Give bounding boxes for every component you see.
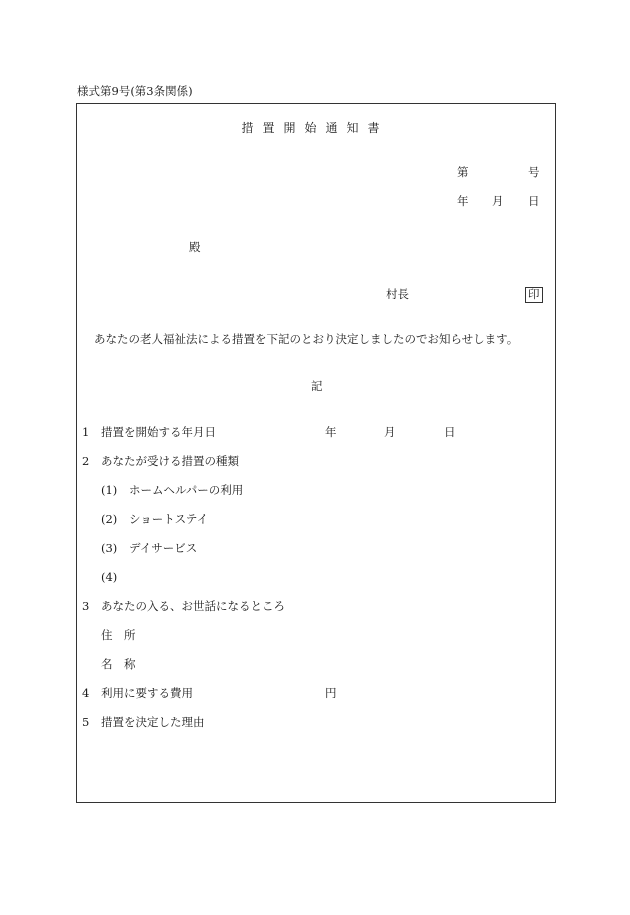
name-label: 名 称 bbox=[101, 657, 136, 671]
ki-heading: 記 bbox=[311, 379, 323, 393]
doc-number-prefix: 第 bbox=[457, 165, 469, 179]
date-month: 月 bbox=[492, 194, 504, 208]
address-label: 住 所 bbox=[101, 628, 136, 642]
item1-day: 日 bbox=[444, 425, 456, 439]
item3-number: 3 bbox=[82, 599, 90, 613]
item3-label: あなたの入る、お世話になるところ bbox=[101, 599, 285, 613]
document-title: 措置開始通知書 bbox=[241, 121, 389, 135]
item1-label: 措置を開始する年月日 bbox=[101, 425, 216, 439]
item5-number: 5 bbox=[82, 715, 90, 729]
item2-label: あなたが受ける措置の種類 bbox=[101, 454, 239, 468]
item4-label: 利用に要する費用 bbox=[101, 686, 193, 700]
item5-label: 措置を決定した理由 bbox=[101, 715, 205, 729]
sub2-label: ショートステイ bbox=[129, 512, 209, 526]
item4-unit: 円 bbox=[325, 686, 337, 700]
sub3-number: (3) bbox=[101, 541, 118, 555]
doc-number-suffix: 号 bbox=[528, 165, 540, 179]
date-day: 日 bbox=[528, 194, 540, 208]
sub3-label: デイサービス bbox=[129, 541, 198, 555]
addressee-suffix: 殿 bbox=[189, 240, 201, 254]
sub4-number: (4) bbox=[101, 570, 118, 584]
sub1-label: ホームヘルパーの利用 bbox=[129, 483, 244, 497]
item1-number: 1 bbox=[82, 425, 90, 439]
item1-month: 月 bbox=[384, 425, 396, 439]
issuer-title: 村長 bbox=[386, 287, 409, 301]
form-number: 様式第9号(第3条関係) bbox=[77, 84, 193, 98]
date-year: 年 bbox=[457, 194, 469, 208]
sub2-number: (2) bbox=[101, 512, 118, 526]
item2-number: 2 bbox=[82, 454, 90, 468]
seal-mark: 印 bbox=[525, 287, 543, 303]
item1-year: 年 bbox=[325, 425, 337, 439]
sub1-number: (1) bbox=[101, 483, 118, 497]
item4-number: 4 bbox=[82, 686, 90, 700]
intro-text: あなたの老人福祉法による措置を下記のとおり決定しましたのでお知らせします。 bbox=[94, 332, 519, 346]
